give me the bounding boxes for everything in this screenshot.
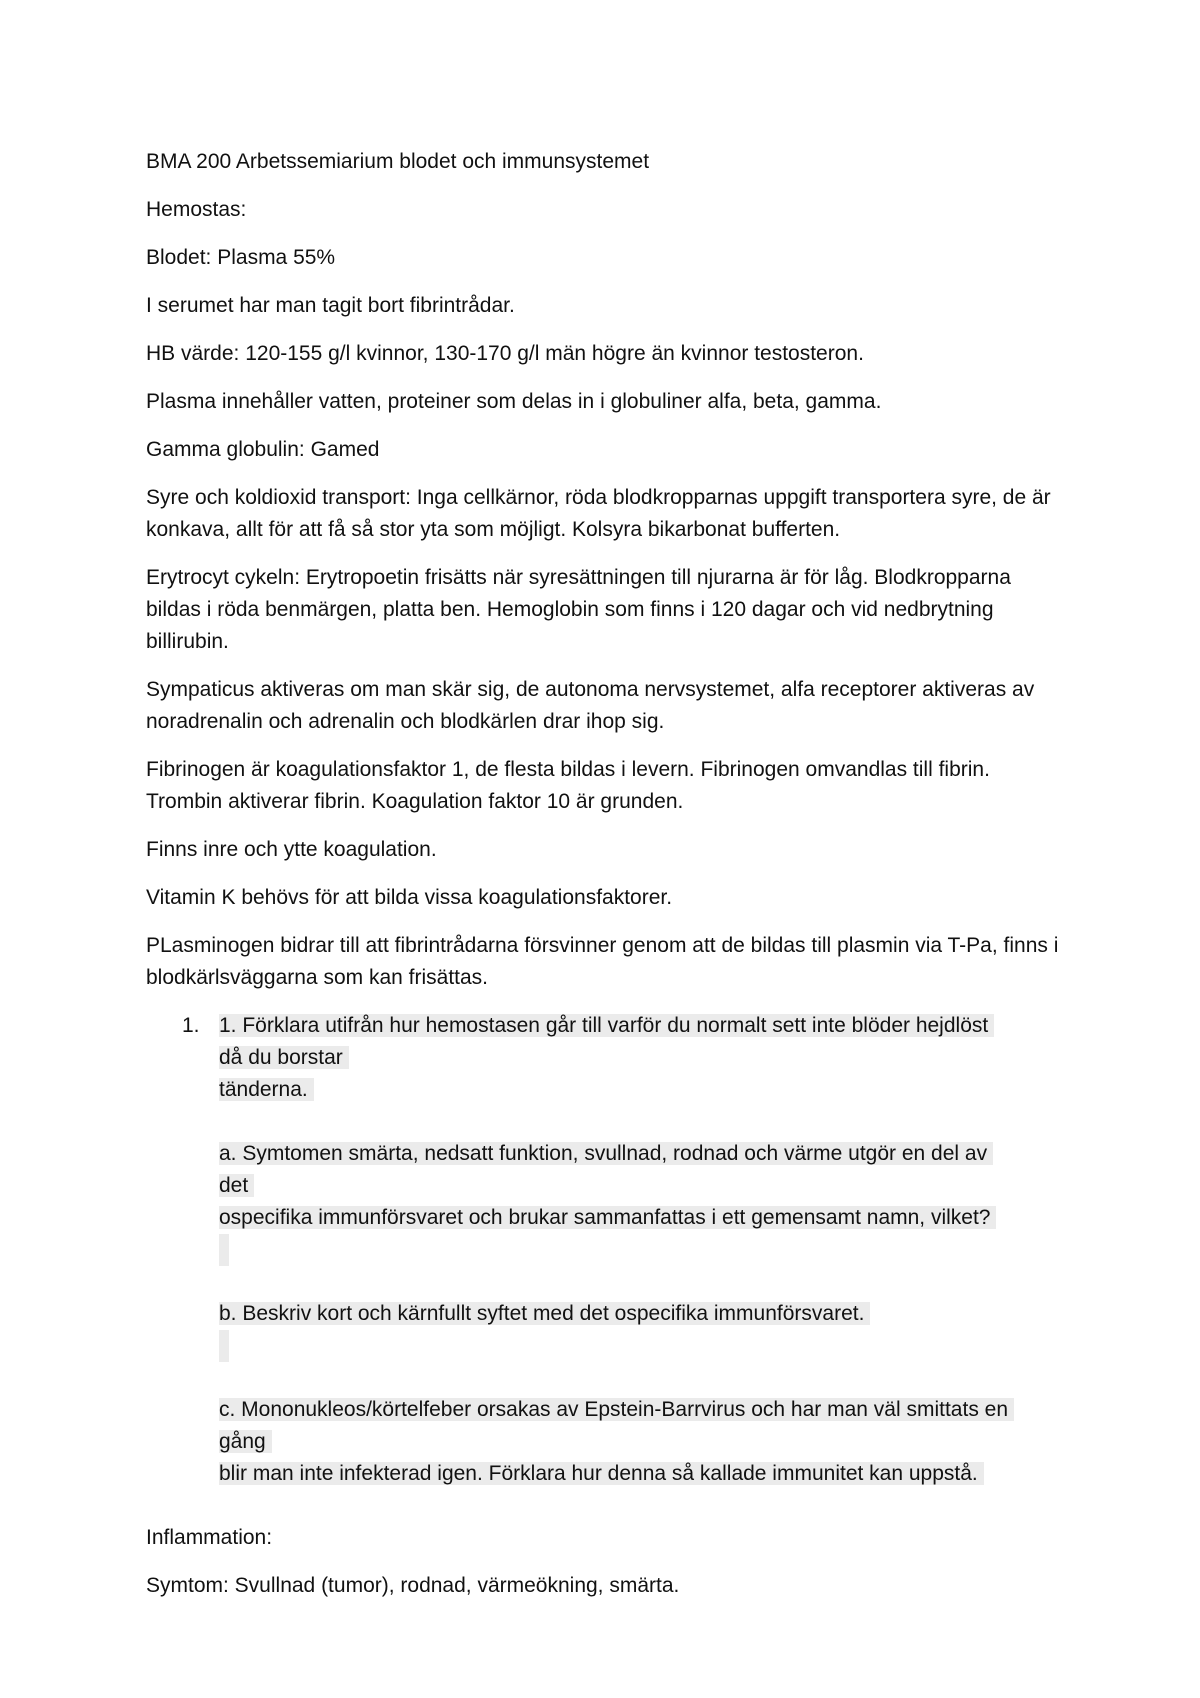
paragraph: PLasminogen bidrar till att fibrintrådarna försvinner genom att de bildas till plasmin via T-Pa, finns i blodkärlsväggarna som kan frisättas. [146, 934, 1059, 989]
paragraph: Erytrocyt cykeln: Erytropoetin frisätts när syresättningen till njurarna är för låg. Blodkropparna bildas i röda benmärgen, platta ben. Hemoglobin som finns i 120 dagar och vid nedbrytning billirubin. [146, 566, 1011, 653]
paragraph: Finns inre och ytte koagulation. [146, 838, 437, 861]
document-body [146, 146, 1066, 1618]
question-1-line-3: tänderna. [219, 1078, 314, 1101]
question-c [219, 1394, 1066, 1490]
question-1 [219, 1010, 1066, 1106]
highlight-gap [219, 1234, 229, 1266]
list-number: 1. [182, 1014, 200, 1037]
question-c-line-2: gång [219, 1430, 272, 1453]
highlight-gap [219, 1330, 229, 1362]
paragraph: Fibrinogen är koagulationsfaktor 1, de flesta bildas i levern. Fibrinogen omvandlas till fibrin. Trombin aktiverar fibrin. Koagulation faktor 10 är grunden. [146, 758, 990, 813]
question-a-line-2: det [219, 1174, 254, 1197]
paragraph: Gamma globulin: Gamed [146, 438, 380, 461]
document-title: BMA 200 Arbetssemiarium blodet och immunsystemet [146, 150, 650, 173]
question-1-line-1: 1. Förklara utifrån hur hemostasen går till varför du normalt sett inte blöder hejdlöst [219, 1014, 994, 1037]
paragraph: I serumet har man tagit bort fibrintrådar. [146, 294, 515, 317]
paragraph: Syre och koldioxid transport: Inga cellkärnor, röda blodkropparnas uppgift transportera syre, de är konkava, allt för att få så stor yta som möjligt. Kolsyra bikarbonat bufferten. [146, 486, 1051, 541]
question-a-line-1: a. Symtomen smärta, nedsatt funktion, svullnad, rodnad och värme utgör en del av [219, 1142, 993, 1165]
paragraph: Hemostas: [146, 198, 247, 221]
question-c-line-1: c. Mononukleos/körtelfeber orsakas av Epstein-Barrvirus och har man väl smittats en [219, 1398, 1014, 1421]
numbered-list [146, 1010, 1066, 1490]
paragraph: Vitamin K behövs för att bilda vissa koagulationsfaktorer. [146, 886, 673, 909]
question-b-line-1: b. Beskriv kort och kärnfullt syftet med det ospecifika immunförsvaret. [219, 1302, 870, 1325]
list-item [146, 1010, 1066, 1490]
inflammation-text: Symtom: Svullnad (tumor), rodnad, värmeökning, smärta. [146, 1574, 680, 1597]
question-1-line-2: då du borstar [219, 1046, 349, 1069]
question-a-line-3: ospecifika immunförsvaret och brukar sammanfattas i ett gemensamt namn, vilket? [219, 1206, 996, 1229]
question-a [219, 1138, 1066, 1266]
inflammation-heading: Inflammation: [146, 1526, 273, 1549]
paragraph: Plasma innehåller vatten, proteiner som delas in i globuliner alfa, beta, gamma. [146, 390, 882, 413]
question-c-line-3: blir man inte infekterad igen. Förklara hur denna så kallade immunitet kan uppstå. [219, 1462, 984, 1485]
paragraph: HB värde: 120-155 g/l kvinnor, 130-170 g/l män högre än kvinnor testosteron. [146, 342, 864, 365]
question-b [219, 1298, 1066, 1362]
paragraph: Blodet: Plasma 55% [146, 246, 336, 269]
paragraph: Sympaticus aktiveras om man skär sig, de autonoma nervsystemet, alfa receptorer aktiveras av noradrenalin och adrenalin och blodkärlen drar ihop sig. [146, 678, 1035, 733]
